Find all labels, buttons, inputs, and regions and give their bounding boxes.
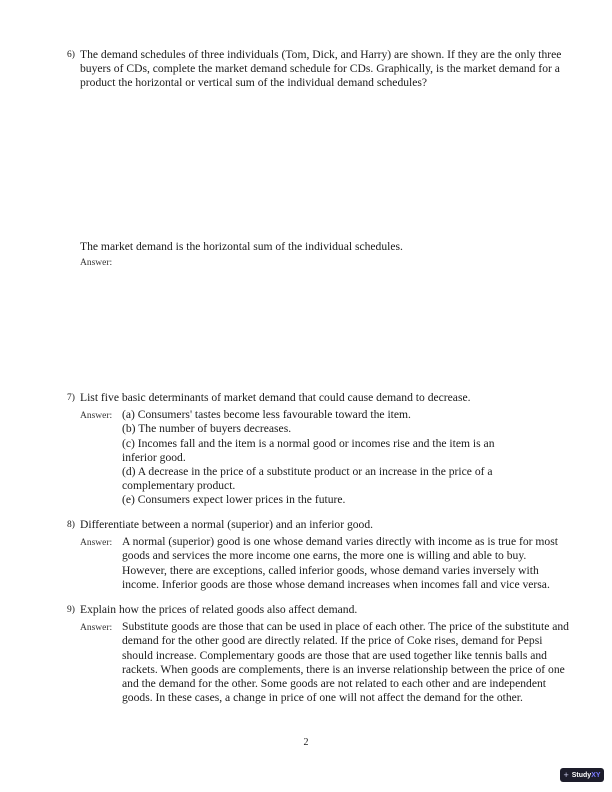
question-text: Differentiate between a normal (superior) and an inferior good. <box>80 518 374 531</box>
question-9 <box>67 603 567 705</box>
answer-text: A normal (superior) good is one whose demand varies directly with income as is true for most goods and services the more income one earns, the more one is willing and able to buy. However, there are exceptions, called inferior goods, whose demand varies inversely with income. Inferior goods are those whose demand increases when incomes fall and vice versa. <box>122 535 558 591</box>
question-text: List five basic determinants of market demand that could cause demand to decrease. <box>80 391 471 404</box>
answer-label: Answer: <box>80 411 113 422</box>
question-number: 9) <box>67 605 75 615</box>
answer-item: (d) A decrease in the price of a substitute product or an increase in the price of a complementary product. <box>122 465 493 493</box>
answer-item: (a) Consumers' tastes become less favourable toward the item. <box>122 408 411 422</box>
answer-label: Answer: <box>80 258 113 268</box>
answer-item: (c) Incomes fall and the item is a normal good or incomes rise and the item is an inferior good. <box>122 436 495 464</box>
studyxy-badge[interactable] <box>560 768 604 782</box>
answer-block <box>80 408 567 507</box>
question-number: 8) <box>67 520 75 530</box>
answer-list <box>122 408 527 507</box>
question-7 <box>67 391 567 508</box>
question-6-answer-text: The market demand is the horizontal sum of the individual schedules. <box>80 240 403 253</box>
question-number: 7) <box>67 393 75 403</box>
answer-item: (e) Consumers expect lower prices in the future. <box>122 493 346 507</box>
question-number: 6) <box>67 50 75 60</box>
question-8 <box>67 518 567 592</box>
answer-item: (b) The number of buyers decreases. <box>122 422 292 436</box>
badge-text-study: Study <box>571 771 592 779</box>
question-text: Explain how the prices of related goods also affect demand. <box>80 603 358 616</box>
answer-label: Answer: <box>80 623 113 634</box>
page-number: 2 <box>303 737 309 748</box>
plus-icon: + <box>563 770 569 780</box>
question-6 <box>67 48 567 91</box>
answer-label: Answer: <box>80 538 113 549</box>
answer-block <box>80 535 567 592</box>
question-text: The demand schedules of three individuals (Tom, Dick, and Harry) are shown. If they are the only three buyers of CDs, complete the market demand schedule for CDs. Graphically, is the market demand for a product the horizontal or vertical sum of the individual demand schedules? <box>80 48 562 90</box>
answer-text: Substitute goods are those that can be used in place of each other. The price of the substitute and demand for the other good are directly related. If the price of Coke rises, demand for Pepsi should increase. Complementary goods are those that are used together like tennis balls and rackets. When goods are complements, there is an inverse relationship between the price of one and the demand for the other. Some goods are not related to each other and are independent goods. In these cases, a change in price of one will not affect the demand for the other. <box>122 620 569 705</box>
badge-text-xy: XY <box>591 771 601 779</box>
answer-block <box>80 620 567 705</box>
